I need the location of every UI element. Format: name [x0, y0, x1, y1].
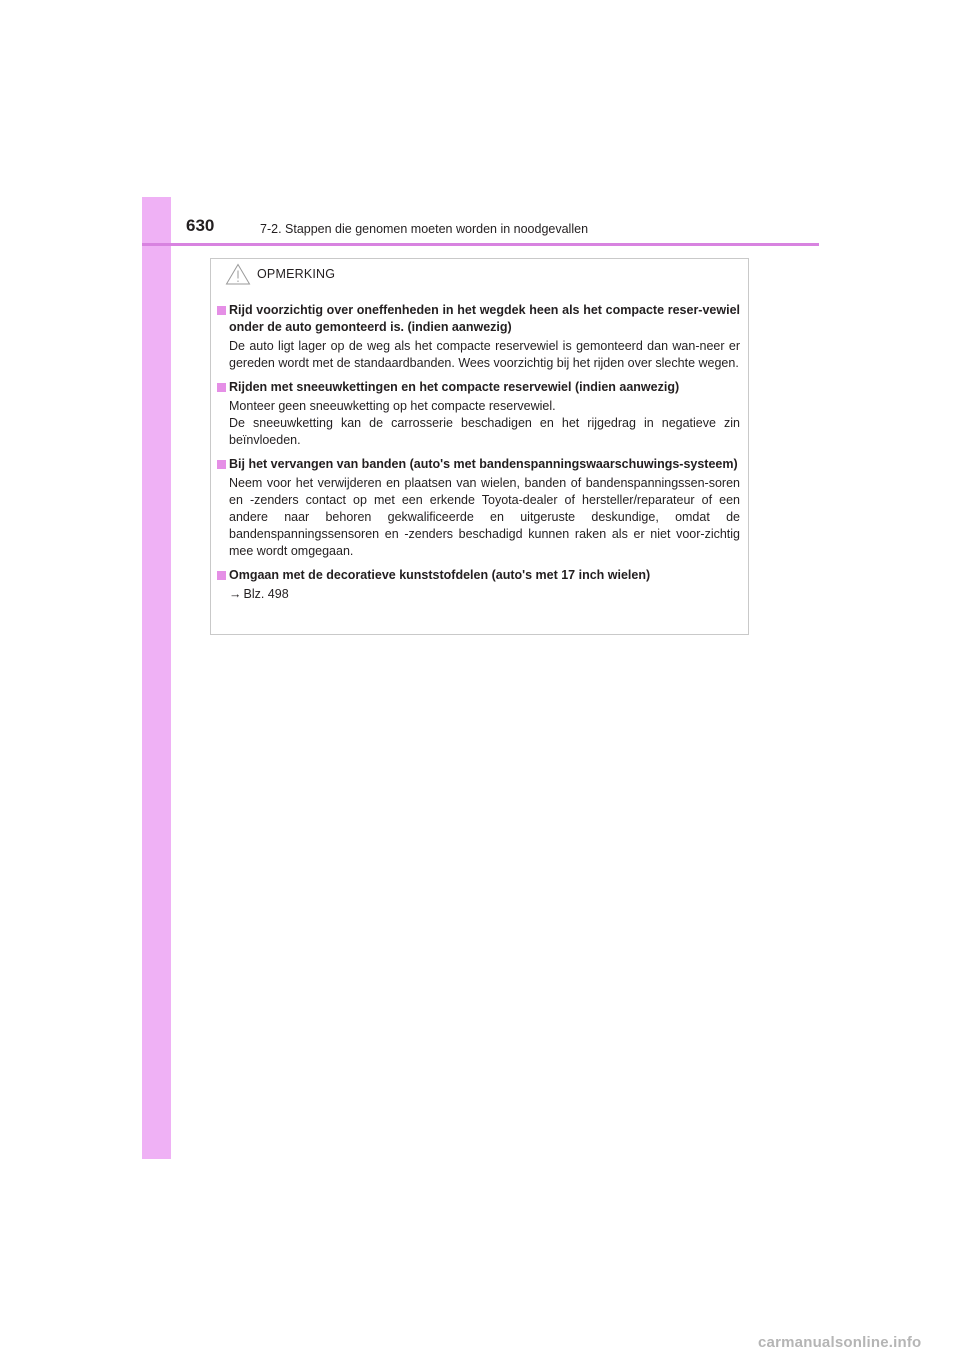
warning-triangle-icon — [225, 263, 251, 285]
notice-item-title: Bij het vervangen van banden (auto's met bandenspanningswaarschuwings-systeem) — [229, 457, 738, 471]
notice-item — [217, 379, 740, 449]
chapter-side-strip — [142, 197, 171, 1159]
notice-box — [210, 258, 749, 635]
notice-item-title: Omgaan met de decoratieve kunststofdelen (auto's met 17 inch wielen) — [229, 568, 651, 582]
notice-item — [217, 456, 740, 560]
section-title: 7-2. Stappen die genomen moeten worden in noodgevallen — [260, 222, 589, 236]
notice-item-body — [229, 586, 740, 603]
notice-item-title: Rijd voorzichtig over oneffenheden in het wegdek heen als het compacte reser-vewiel onder de auto gemonteerd is. (indien aanwezig) — [229, 303, 740, 334]
notice-item — [217, 302, 740, 372]
notice-item — [217, 567, 740, 603]
page-number: 630 — [186, 216, 215, 235]
notice-items — [217, 302, 740, 610]
arrow-right-icon: → — [229, 587, 242, 601]
notice-item-paragraph: De auto ligt lager op de weg als het compacte reservewiel is gemonteerd dan wan-neer er gereden wordt met de standaardbanden. Wees voorzichtig bij het rijden over slechte wegen. — [229, 339, 740, 370]
notice-item-body — [229, 338, 740, 372]
bullet-square-icon — [217, 571, 226, 580]
watermark: carmanualsonline.info — [758, 1334, 922, 1351]
page-reference-text: Blz. 498 — [243, 587, 289, 601]
header-rule — [142, 243, 819, 246]
notice-header — [225, 263, 335, 285]
notice-item-body — [229, 475, 740, 560]
bullet-square-icon — [217, 383, 226, 392]
notice-item-paragraph: Monteer geen sneeuwketting op het compacte reservewiel. — [229, 399, 556, 413]
notice-item-title: Rijden met sneeuwkettingen en het compacte reservewiel (indien aanwezig) — [229, 380, 680, 394]
bullet-square-icon — [217, 306, 226, 315]
page-reference — [229, 586, 740, 603]
notice-item-paragraph: Neem voor het verwijderen en plaatsen van wielen, banden of bandenspanningssen-soren en -zenders contact op met een erkende Toyota-dealer of hersteller/reparateur of een andere naar behoren gekwalificeerde en uitgeruste deskundige, omdat de bandenspanningssensoren en -zenders beschadigd kunnen raken als er niet voor-zichtig mee wordt omgegaan. — [229, 476, 740, 558]
notice-item-body — [229, 398, 740, 449]
notice-item-paragraph: De sneeuwketting kan de carrosserie beschadigen en het rijgedrag in negatieve zin beïnvloeden. — [229, 416, 740, 447]
bullet-square-icon — [217, 460, 226, 469]
notice-label: OPMERKING — [257, 267, 336, 281]
